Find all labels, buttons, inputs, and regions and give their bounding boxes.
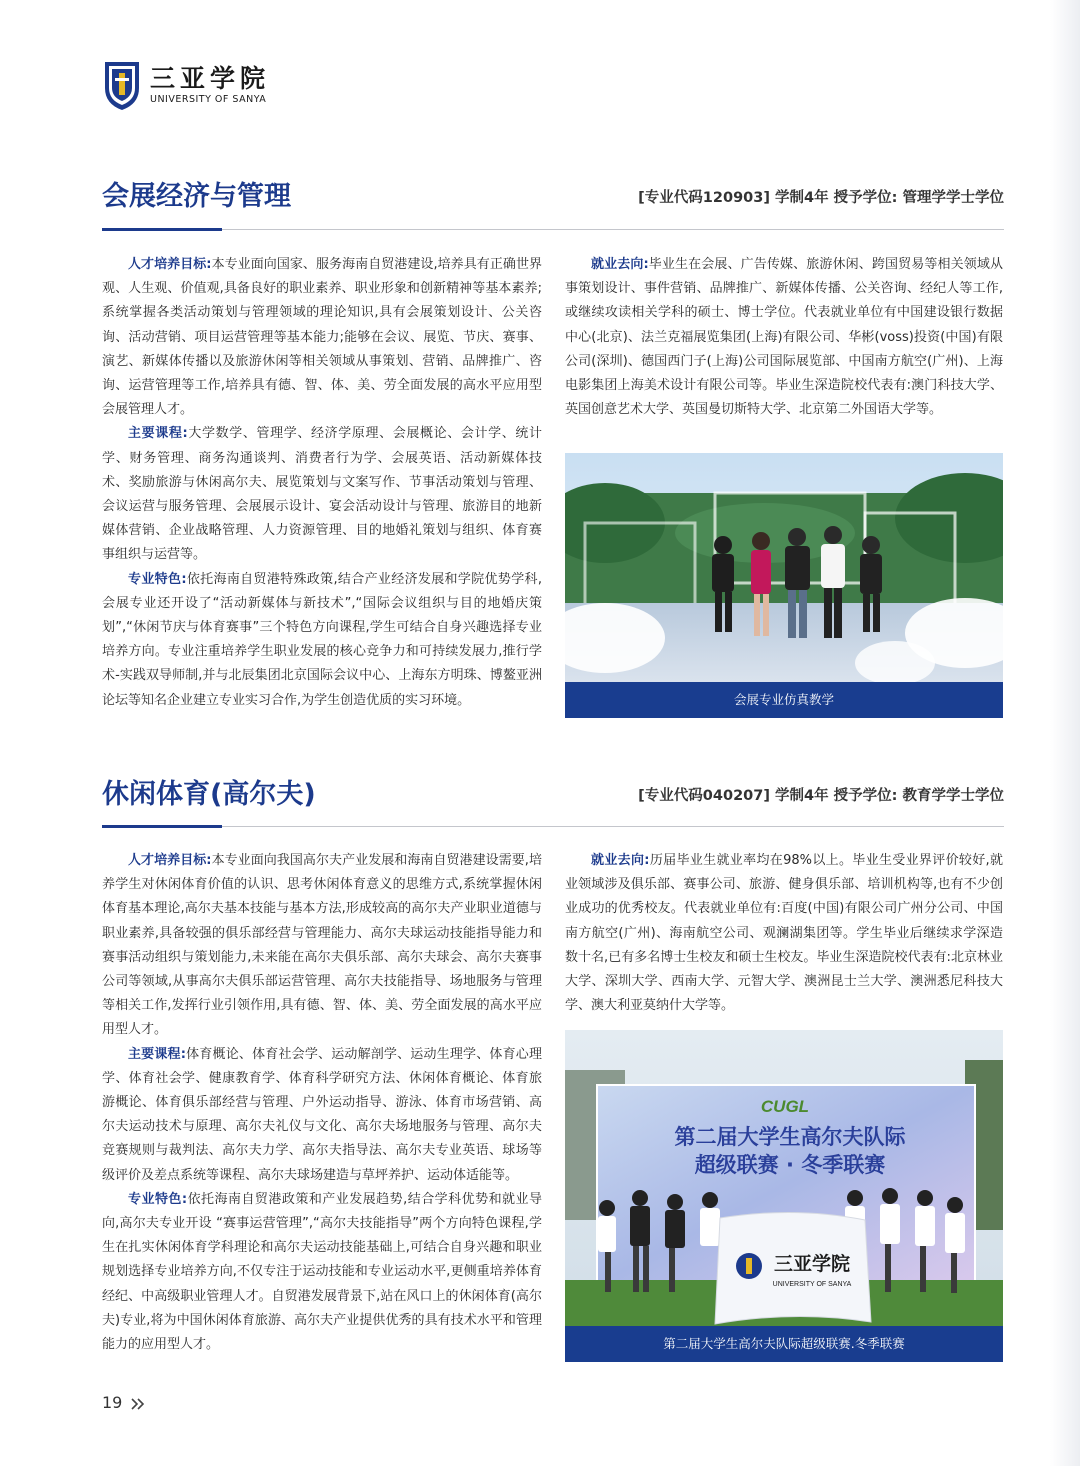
flag-name-cn: 三亚学院 <box>773 1253 851 1275</box>
section-title-golf: 休闲体育(高尔夫) <box>102 779 316 810</box>
page-number-value: 19 <box>102 1393 123 1412</box>
career-paragraph <box>565 849 1003 1018</box>
university-name-cn: 三亚学院 <box>150 64 271 93</box>
features-paragraph <box>102 568 542 713</box>
training-goal-text: 本专业面向我国高尔夫产业发展和海南自贸港建设需要,培养学生对休闲体育价值的认识、思考休闲体育意义的思维方式,系统掌握休闲体育基本理论,高尔夫基本技能与基本方法,形成较高的高尔夫产业职业道德与职业素养,具备较强的俱乐部经营与管理能力、高尔夫球运动技能指导能力和赛事活动组织与策划能力,未来能在高尔夫俱乐部、高尔夫球会、高尔夫赛事公司等领域,从事高尔夫俱乐部运营管理、高尔夫技能指导、场地服务与管理等相关工作,发挥行业引领作用,具有德、智、体、美、劳全面发展的高水平应用型人才。 <box>102 853 542 1038</box>
university-name-en: UNIVERSITY OF SANYA <box>150 94 267 105</box>
features-label: 专业特色: <box>128 1191 188 1207</box>
features-label: 专业特色: <box>128 571 187 587</box>
main-courses-paragraph <box>102 422 542 567</box>
double-chevron-right-icon <box>130 1397 146 1411</box>
golf-right-column <box>565 849 1003 1018</box>
features-paragraph <box>102 1188 542 1357</box>
features-text: 依托海南自贸港特殊政策,结合产业经济发展和学院优势学科,会展专业还开设了“活动新媒体与新技术”,“国际会议组织与目的地婚庆策划”,“休闲节庆与体育赛事”三个特色方向课程,学生可结合自身兴趣选择专业培养方向。专业注重培养学生职业发展的核心竞争力和可持续发展力,推行学术-实践双导师制,并与北辰集团北京国际会议中心、上海东方明珠、博鳌亚洲论坛等知名企业建立专业实习合作,为学生创造优质的实习环境。 <box>102 571 542 708</box>
convention-photo <box>565 453 1003 718</box>
page-number <box>102 1393 146 1412</box>
banner-line2: 超级联赛 · 冬季联赛 <box>694 1153 886 1177</box>
training-goal-text: 本专业面向国家、服务海南自贸港建设,培养具有正确世界观、人生观、价值观,具备良好的职业素养、职业形象和创新精神等基本素养;系统掌握各类活动策划与管理领域的理论知识,具有会展策划设计、公关咨询、活动营销、项目运营管理等基本能力;能够在会议、展览、节庆、赛事、演艺、新媒体传播以及旅游休闲等相关领域从事策划、营销、品牌推广、咨询、运营管理等工作,培养具有德、智、体、美、劳全面发展的高水平应用型会展管理人才。 <box>102 257 542 418</box>
section-code-convention: [专业代码120903] 学制4年 授予学位: 管理学学士学位 <box>638 190 1004 206</box>
convention-left-column <box>102 253 542 713</box>
training-goal-label: 人才培养目标: <box>128 853 212 868</box>
training-goal-label: 人才培养目标: <box>128 257 212 272</box>
main-courses-text: 大学数学、管理学、经济学原理、会展概论、会计学、统计学、财务管理、商务沟通谈判、消费者行为学、会展英语、活动新媒体技术、奖励旅游与休闲高尔夫、展览策划与文案写作、节事活动策划与管理、会议运营与服务管理、会展展示设计、宴会活动设计与管理、旅游目的地新媒体营销、企业战略管理、人力资源管理、目的地婚礼策划与组织、体育赛事组织与运营等。 <box>102 426 542 563</box>
banner-line1: 第二届大学生高尔夫队际 <box>674 1125 906 1149</box>
university-crest-icon <box>102 58 142 112</box>
main-courses-label: 主要课程: <box>128 426 188 442</box>
section-title-convention: 会展经济与管理 <box>102 181 291 212</box>
main-courses-label: 主要课程: <box>128 1046 186 1062</box>
page-edge-shadow <box>1050 0 1080 1466</box>
career-text: 毕业生在会展、广告传媒、旅游休闲、跨国贸易等相关领域从事策划设计、事件营销、品牌推广、新媒体传播、公关咨询、经纪人等工作,或继续攻读相关学科的硕士、博士学位。代表就业单位有中国建设银行数据中心(北京)、法兰克福展览集团(上海)有限公司、华彬(voss)投资(中国)有限公司(深圳)、德国西门子(上海)公司国际展览部、中国南方航空(广州)、上海电影集团上海美术设计有限公司等。毕业生深造院校代表有:澳门科技大学、英国创意艺术大学、英国曼切斯特大学、北京第二外国语大学等。 <box>565 257 1003 418</box>
banner-brand: CUGL <box>760 1097 810 1116</box>
section-divider <box>102 229 1004 230</box>
features-text: 依托海南自贸港政策和产业发展趋势,结合学科优势和就业导向,高尔夫专业开设 “赛事运营管理”,“高尔夫技能指导”两个方向特色课程,学生在扎实休闲体育学科理论和高尔夫运动技能基础上,可结合自身兴趣和职业规划选择专业培养方向,不仅专注于运动技能和专业运动水平,更侧重培养体育经纪、中高级职业管理人才。自贸港发展背景下,站在风口上的休闲体育(高尔夫)专业,将为中国休闲体育旅游、高尔夫产业提供优秀的具有技术水平和管理能力的应用型人才。 <box>102 1191 542 1353</box>
golf-photo <box>565 1030 1003 1362</box>
career-paragraph <box>565 253 1003 422</box>
university-header <box>102 58 270 112</box>
golf-left-column <box>102 849 542 1357</box>
section-code-golf: [专业代码040207] 学制4年 授予学位: 教育学学士学位 <box>638 788 1004 804</box>
career-text: 历届毕业生就业率均在98%以上。毕业生受业界评价较好,就业领域涉及俱乐部、赛事公司、旅游、健身俱乐部、培训机构等,也有不少创业成功的优秀校友。代表就业单位有:百度(中国)有限公司广州分公司、中国南方航空(广州)、海南航空公司、观澜湖集团等。学生毕业后继续求学深造数十名,已有多名博士生校友和硕士生校友。毕业生深造院校代表有:北京林业大学、深圳大学、西南大学、元智大学、澳洲昆士兰大学、澳洲悉尼科技大学、澳大利亚莫纳什大学等。 <box>565 853 1004 1014</box>
event-stage-illustration <box>565 453 1003 718</box>
convention-right-column <box>565 253 1003 422</box>
photo-caption-golf: 第二届大学生高尔夫队际超级联赛.冬季联赛 <box>565 1326 1003 1362</box>
section-divider-accent <box>102 825 222 828</box>
section-divider-accent <box>102 228 222 231</box>
section-divider <box>102 826 1004 827</box>
photo-caption-convention: 会展专业仿真教学 <box>565 682 1003 718</box>
training-goal-paragraph <box>102 849 542 1043</box>
flag-name-en: UNIVERSITY OF SANYA <box>772 1281 852 1288</box>
training-goal-paragraph <box>102 253 542 422</box>
career-label: 就业去向: <box>591 257 649 272</box>
golf-team-illustration <box>565 1030 1003 1362</box>
main-courses-paragraph <box>102 1043 542 1188</box>
career-label: 就业去向: <box>591 853 650 868</box>
main-courses-text: 体育概论、体育社会学、运动解剖学、运动生理学、体育心理学、体育社会学、健康教育学、体育科学研究方法、休闲体育概论、体育旅游概论、体育俱乐部经营与管理、户外运动指导、游泳、体育市场营销、高尔夫运动技术与原理、高尔夫礼仪与文化、高尔夫场地服务与管理、高尔夫竞赛规则与裁判法、高尔夫力学、高尔夫指导法、高尔夫专业英语、球场等级评价及差点系统等课程、高尔夫球场建造与草坪养护、运动体适能等。 <box>102 1046 542 1183</box>
